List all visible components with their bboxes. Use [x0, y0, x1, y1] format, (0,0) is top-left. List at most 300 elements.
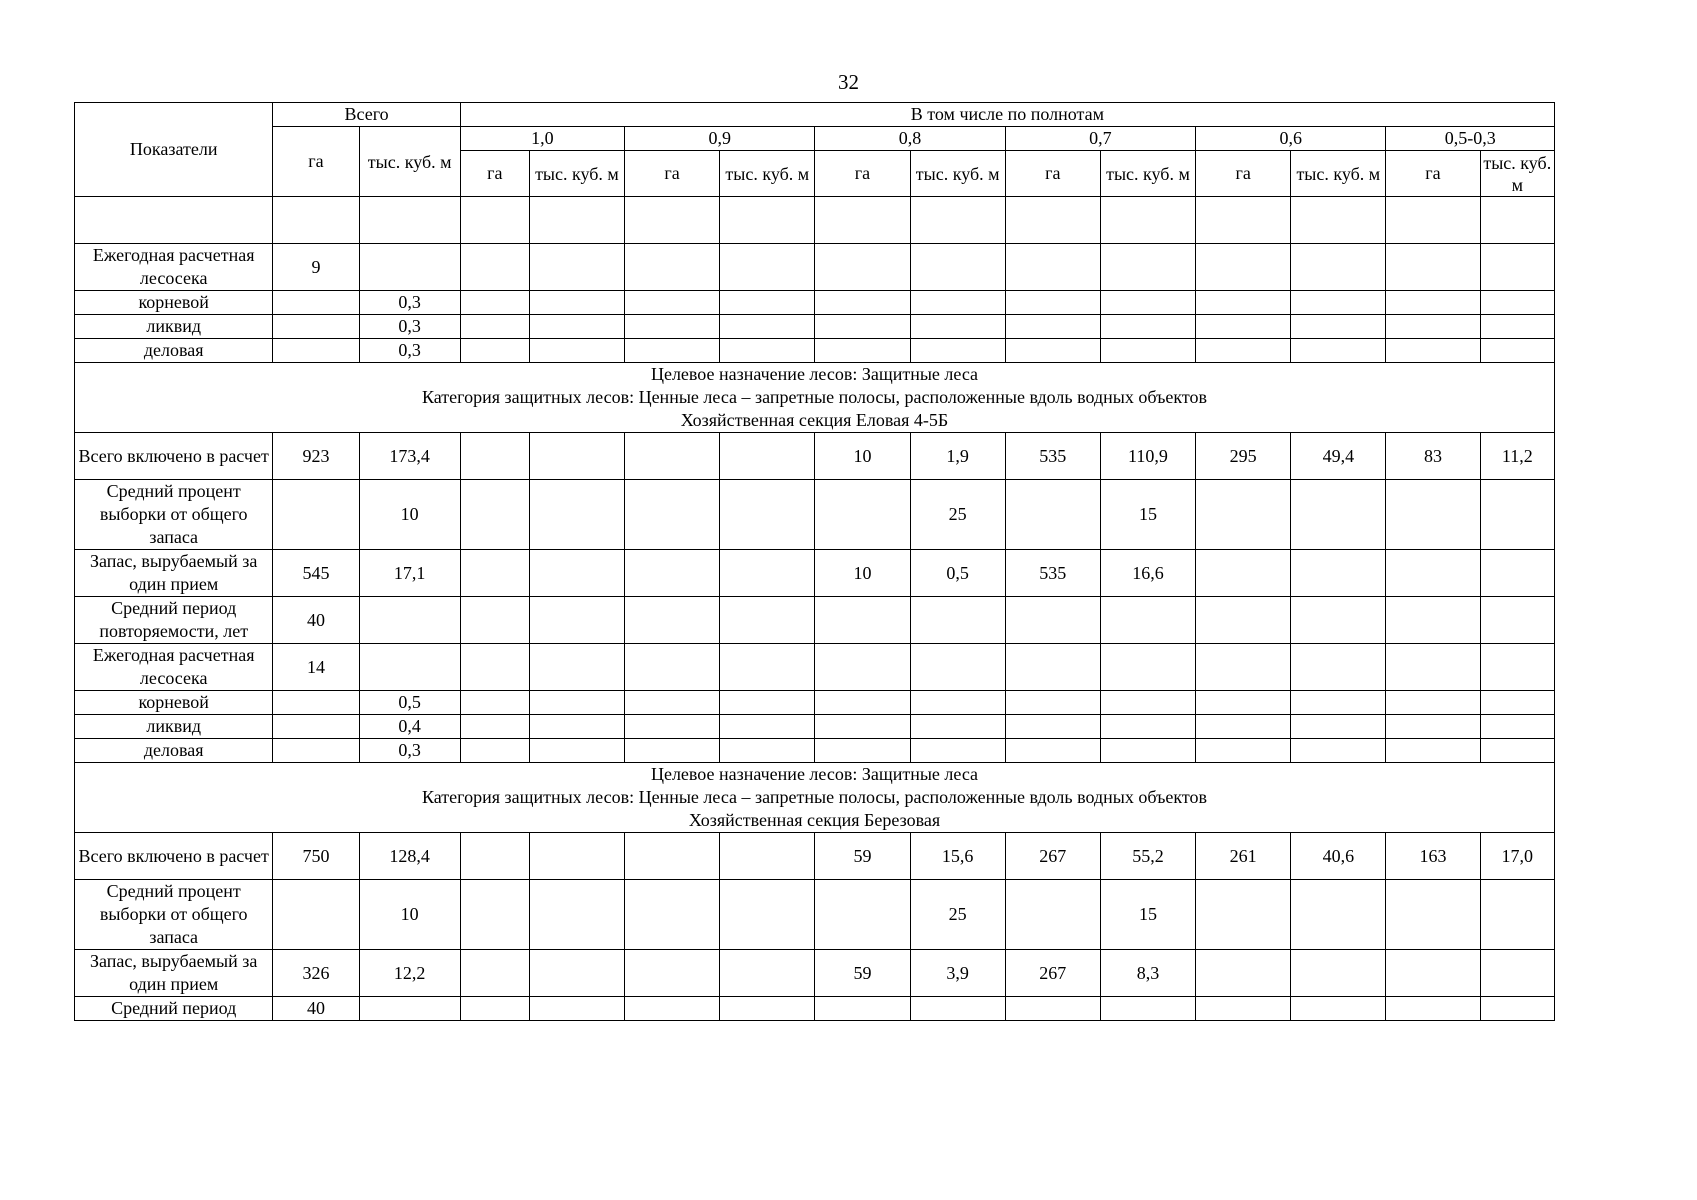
- table-cell: [910, 339, 1005, 363]
- table-row: [75, 715, 1555, 739]
- table-cell: [910, 315, 1005, 339]
- table-cell: [273, 480, 359, 550]
- header-unit-ha: га: [625, 151, 720, 197]
- table-cell: [625, 997, 720, 1021]
- table-cell: [1005, 480, 1100, 550]
- table-cell: 923: [273, 433, 359, 480]
- section-purpose: Целевое назначение лесов: Защитные леса: [650, 364, 979, 384]
- table-cell: [720, 950, 815, 997]
- table-cell: [910, 597, 1005, 644]
- section-header: [75, 363, 1555, 433]
- table-cell: [529, 597, 624, 644]
- table-cell: 59: [815, 950, 910, 997]
- table-cell: [529, 315, 624, 339]
- table-cell: [1100, 997, 1195, 1021]
- table-cell: [910, 691, 1005, 715]
- table-cell: [460, 715, 529, 739]
- table-cell: [1196, 597, 1291, 644]
- table-cell: 128,4: [359, 833, 460, 880]
- table-row: [75, 550, 1555, 597]
- row-label: Всего включено в расчет: [75, 833, 273, 880]
- table-cell: 0,3: [359, 739, 460, 763]
- section-header-row: [75, 763, 1555, 833]
- row-label: Средний период: [75, 997, 273, 1021]
- table-cell: [1100, 291, 1195, 315]
- table-cell: [910, 244, 1005, 291]
- table-cell: [1196, 880, 1291, 950]
- header-unit-volume: тыс. куб. м: [910, 151, 1005, 197]
- table-cell: [1291, 715, 1386, 739]
- table-cell: 17,0: [1480, 833, 1554, 880]
- table-cell: 16,6: [1100, 550, 1195, 597]
- table-cell: [1291, 244, 1386, 291]
- table-cell: [529, 715, 624, 739]
- header-total: Всего: [273, 103, 460, 127]
- table-cell: [625, 244, 720, 291]
- table-cell: [1291, 880, 1386, 950]
- table-cell: [460, 880, 529, 950]
- table-cell: [1480, 197, 1554, 244]
- header-unit-ha: га: [1005, 151, 1100, 197]
- table-cell: [1386, 480, 1480, 550]
- table-cell: [1196, 197, 1291, 244]
- table-cell: [1196, 244, 1291, 291]
- table-cell: [720, 244, 815, 291]
- table-row: [75, 315, 1555, 339]
- table-cell: [1480, 339, 1554, 363]
- table-cell: [1196, 315, 1291, 339]
- table-cell: [1386, 715, 1480, 739]
- table-cell: [359, 997, 460, 1021]
- table-cell: [1386, 550, 1480, 597]
- table-cell: [720, 339, 815, 363]
- table-cell: [1480, 550, 1554, 597]
- table-cell: [1480, 691, 1554, 715]
- table-cell: [1100, 739, 1195, 763]
- table-cell: [720, 315, 815, 339]
- header-density: 0,5-0,3: [1386, 127, 1555, 151]
- header-indicators: Показатели: [75, 103, 273, 197]
- table-cell: [1386, 315, 1480, 339]
- table-row: [75, 291, 1555, 315]
- table-cell: 55,2: [1100, 833, 1195, 880]
- table-cell: [1005, 880, 1100, 950]
- table-cell: [460, 291, 529, 315]
- table-cell: [460, 339, 529, 363]
- table-cell: 9: [273, 244, 359, 291]
- section-header: [75, 763, 1555, 833]
- table-cell: 750: [273, 833, 359, 880]
- table-cell: [910, 997, 1005, 1021]
- header-unit-volume: тыс. куб. м: [1100, 151, 1195, 197]
- table-cell: [815, 291, 910, 315]
- table-cell: 17,1: [359, 550, 460, 597]
- table-cell: [529, 480, 624, 550]
- row-label: Всего включено в расчет: [75, 433, 273, 480]
- table-cell: [1291, 997, 1386, 1021]
- table-cell: [529, 997, 624, 1021]
- table-cell: [1196, 739, 1291, 763]
- section-category: Категория защитных лесов: Ценные леса – запретные полосы, расположенные вдоль водных объектов: [421, 387, 1207, 407]
- table-cell: [1196, 997, 1291, 1021]
- table-cell: [1100, 644, 1195, 691]
- table-cell: [720, 197, 815, 244]
- table-cell: 12,2: [359, 950, 460, 997]
- table-cell: [625, 691, 720, 715]
- table-cell: 3,9: [910, 950, 1005, 997]
- table-cell: [1005, 691, 1100, 715]
- table-cell: [1480, 644, 1554, 691]
- table-cell: [1196, 339, 1291, 363]
- table-cell: [1386, 880, 1480, 950]
- header-unit-volume: тыс. куб. м: [1291, 151, 1386, 197]
- table-cell: [460, 997, 529, 1021]
- header-unit-volume: тыс. куб. м: [529, 151, 624, 197]
- table-cell: [625, 550, 720, 597]
- header-total-volume: тыс. куб. м: [359, 127, 460, 197]
- table-cell: [1386, 691, 1480, 715]
- table-cell: 10: [359, 880, 460, 950]
- table-cell: 0,3: [359, 339, 460, 363]
- table-cell: [625, 739, 720, 763]
- table-cell: [529, 291, 624, 315]
- table-cell: [625, 950, 720, 997]
- table-cell: [460, 597, 529, 644]
- table-cell: 267: [1005, 833, 1100, 880]
- header-unit-volume: тыс. куб. м: [1480, 151, 1554, 197]
- row-label: корневой: [75, 291, 273, 315]
- table-cell: [1196, 644, 1291, 691]
- header-by-density: В том числе по полнотам: [460, 103, 1554, 127]
- table-cell: 15: [1100, 480, 1195, 550]
- table-cell: [529, 833, 624, 880]
- row-label: Средний процент выборки от общего запаса: [75, 480, 273, 550]
- table-cell: [1291, 739, 1386, 763]
- table-cell: 10: [815, 433, 910, 480]
- table-cell: [625, 833, 720, 880]
- table-cell: [529, 739, 624, 763]
- table-cell: [1100, 691, 1195, 715]
- table-cell: 267: [1005, 950, 1100, 997]
- table-cell: [720, 550, 815, 597]
- table-cell: [460, 550, 529, 597]
- table-cell: [529, 691, 624, 715]
- table-cell: [1196, 480, 1291, 550]
- table-cell: [1480, 997, 1554, 1021]
- table-cell: 59: [815, 833, 910, 880]
- header-unit-ha: га: [460, 151, 529, 197]
- table-cell: [625, 315, 720, 339]
- section-economic-section: Хозяйственная секция Еловая 4-5Б: [680, 410, 949, 430]
- table-cell: [1005, 291, 1100, 315]
- forest-cutting-table: [74, 102, 1555, 1021]
- header-unit-volume: тыс. куб. м: [720, 151, 815, 197]
- table-cell: [273, 739, 359, 763]
- table-cell: [460, 480, 529, 550]
- table-cell: [1386, 950, 1480, 997]
- row-label: деловая: [75, 739, 273, 763]
- table-cell: [1196, 691, 1291, 715]
- row-label: Средний период повторяемости, лет: [75, 597, 273, 644]
- table-cell: [815, 197, 910, 244]
- table-row: [75, 644, 1555, 691]
- table-cell: [1100, 244, 1195, 291]
- table-cell: [460, 315, 529, 339]
- table-cell: [720, 597, 815, 644]
- table-cell: [815, 691, 910, 715]
- table-row: [75, 880, 1555, 950]
- table-cell: [1100, 715, 1195, 739]
- table-cell: [1291, 597, 1386, 644]
- table-cell: [720, 997, 815, 1021]
- row-label: Ежегодная расчетная лесосека: [75, 244, 273, 291]
- row-label: ликвид: [75, 315, 273, 339]
- table-cell: [720, 291, 815, 315]
- table-cell: [1291, 291, 1386, 315]
- table-cell: [720, 644, 815, 691]
- table-row: [75, 197, 1555, 244]
- table-cell: [460, 433, 529, 480]
- table-row: [75, 997, 1555, 1021]
- table-cell: [460, 244, 529, 291]
- table-cell: [1196, 291, 1291, 315]
- table-cell: [1386, 997, 1480, 1021]
- header-row-2: [75, 127, 1555, 151]
- section-purpose: Целевое назначение лесов: Защитные леса: [650, 764, 979, 784]
- table-row: [75, 433, 1555, 480]
- section-header-row: [75, 363, 1555, 433]
- table-cell: [625, 433, 720, 480]
- table-cell: [529, 950, 624, 997]
- row-label: Средний процент выборки от общего запаса: [75, 880, 273, 950]
- table-cell: [1386, 197, 1480, 244]
- table-cell: [815, 480, 910, 550]
- table-cell: [1291, 339, 1386, 363]
- table-cell: [1480, 244, 1554, 291]
- table-cell: [1005, 244, 1100, 291]
- table-cell: [273, 197, 359, 244]
- table-cell: [1386, 597, 1480, 644]
- row-label: деловая: [75, 339, 273, 363]
- section-economic-section: Хозяйственная секция Березовая: [688, 810, 941, 830]
- table-cell: [359, 244, 460, 291]
- table-cell: [815, 880, 910, 950]
- table-cell: [359, 197, 460, 244]
- table-cell: [1196, 950, 1291, 997]
- table-cell: [720, 880, 815, 950]
- table-cell: [1480, 480, 1554, 550]
- table-row: [75, 691, 1555, 715]
- table-cell: 83: [1386, 433, 1480, 480]
- row-label: ликвид: [75, 715, 273, 739]
- row-label: корневой: [75, 691, 273, 715]
- table-cell: [625, 597, 720, 644]
- table-cell: [815, 315, 910, 339]
- table-cell: [273, 339, 359, 363]
- table-cell: [460, 739, 529, 763]
- table-cell: [625, 880, 720, 950]
- table-cell: [1100, 339, 1195, 363]
- table-row: [75, 950, 1555, 997]
- table-cell: [1386, 644, 1480, 691]
- header-total-ha: га: [273, 127, 359, 197]
- table-cell: [1196, 715, 1291, 739]
- table-cell: [1005, 997, 1100, 1021]
- table-cell: [1480, 950, 1554, 997]
- table-cell: 0,3: [359, 315, 460, 339]
- table-cell: 14: [273, 644, 359, 691]
- table-cell: 8,3: [1100, 950, 1195, 997]
- table-cell: [1291, 691, 1386, 715]
- header-unit-ha: га: [815, 151, 910, 197]
- table-cell: [720, 480, 815, 550]
- header-density: 0,9: [625, 127, 815, 151]
- table-cell: [1480, 315, 1554, 339]
- table-cell: [815, 715, 910, 739]
- table-cell: [1291, 197, 1386, 244]
- table-cell: [529, 880, 624, 950]
- table-cell: [1100, 197, 1195, 244]
- table-cell: 1,9: [910, 433, 1005, 480]
- table-cell: [359, 597, 460, 644]
- table-cell: [1386, 244, 1480, 291]
- table-cell: 10: [815, 550, 910, 597]
- table-cell: [1196, 550, 1291, 597]
- table-cell: [1291, 644, 1386, 691]
- table-cell: [815, 597, 910, 644]
- table-cell: [1291, 315, 1386, 339]
- table-cell: [1005, 739, 1100, 763]
- table-cell: [1386, 339, 1480, 363]
- page-number: 32: [838, 70, 859, 94]
- table-cell: [529, 550, 624, 597]
- header-density: 0,7: [1005, 127, 1195, 151]
- table-cell: [1005, 597, 1100, 644]
- table-cell: [460, 644, 529, 691]
- table-cell: 11,2: [1480, 433, 1554, 480]
- table-cell: [529, 339, 624, 363]
- table-row: [75, 597, 1555, 644]
- table-cell: 49,4: [1291, 433, 1386, 480]
- table-cell: [273, 715, 359, 739]
- table-cell: [529, 244, 624, 291]
- table-cell: [910, 739, 1005, 763]
- table-cell: 40,6: [1291, 833, 1386, 880]
- table-cell: 545: [273, 550, 359, 597]
- table-cell: [1386, 291, 1480, 315]
- table-cell: [1480, 597, 1554, 644]
- table-cell: [529, 433, 624, 480]
- table-cell: [720, 433, 815, 480]
- header-density: 1,0: [460, 127, 624, 151]
- header-density: 0,6: [1196, 127, 1386, 151]
- table-cell: 25: [910, 880, 1005, 950]
- table-cell: [815, 244, 910, 291]
- header-unit-ha: га: [1196, 151, 1291, 197]
- table-cell: 261: [1196, 833, 1291, 880]
- table-cell: 0,5: [359, 691, 460, 715]
- table-cell: [1100, 597, 1195, 644]
- table-cell: [273, 880, 359, 950]
- table-cell: [1005, 315, 1100, 339]
- table-cell: [529, 644, 624, 691]
- table-cell: [910, 197, 1005, 244]
- table-cell: [359, 644, 460, 691]
- table-row: [75, 739, 1555, 763]
- table-cell: [720, 691, 815, 715]
- table-cell: [815, 997, 910, 1021]
- table-cell: [1480, 715, 1554, 739]
- table-row: [75, 480, 1555, 550]
- table-cell: [1480, 291, 1554, 315]
- table-cell: [815, 339, 910, 363]
- table-cell: [529, 197, 624, 244]
- table-cell: 0,5: [910, 550, 1005, 597]
- table-cell: 295: [1196, 433, 1291, 480]
- row-label: Ежегодная расчетная лесосека: [75, 644, 273, 691]
- table-cell: [625, 480, 720, 550]
- table-cell: [1291, 950, 1386, 997]
- table-cell: [1005, 197, 1100, 244]
- table-cell: [625, 715, 720, 739]
- table-cell: [1480, 739, 1554, 763]
- table-cell: [273, 291, 359, 315]
- table-cell: 535: [1005, 550, 1100, 597]
- table-cell: 163: [1386, 833, 1480, 880]
- table-cell: 15: [1100, 880, 1195, 950]
- table-cell: 110,9: [1100, 433, 1195, 480]
- table-cell: [815, 644, 910, 691]
- table-cell: 15,6: [910, 833, 1005, 880]
- table-row: [75, 833, 1555, 880]
- table-cell: [273, 691, 359, 715]
- row-label: [75, 197, 273, 244]
- table-cell: [720, 739, 815, 763]
- table-cell: [815, 739, 910, 763]
- table-cell: [625, 339, 720, 363]
- table-row: [75, 244, 1555, 291]
- table-cell: [625, 197, 720, 244]
- table-cell: [1291, 550, 1386, 597]
- table-row: [75, 339, 1555, 363]
- table-cell: [1100, 315, 1195, 339]
- header-density: 0,8: [815, 127, 1005, 151]
- table-cell: [910, 291, 1005, 315]
- table-cell: [1386, 739, 1480, 763]
- table-cell: [460, 950, 529, 997]
- table-cell: [625, 291, 720, 315]
- table-cell: 40: [273, 597, 359, 644]
- table-cell: [910, 644, 1005, 691]
- table-cell: [720, 715, 815, 739]
- row-label: Запас, вырубаемый за один прием: [75, 550, 273, 597]
- table-cell: [1005, 339, 1100, 363]
- table-cell: [460, 833, 529, 880]
- table-cell: [460, 197, 529, 244]
- table-cell: 0,3: [359, 291, 460, 315]
- table-cell: [910, 715, 1005, 739]
- table-cell: [720, 833, 815, 880]
- header-unit-ha: га: [1386, 151, 1480, 197]
- table-cell: 40: [273, 997, 359, 1021]
- table-cell: 326: [273, 950, 359, 997]
- table-cell: 25: [910, 480, 1005, 550]
- table-cell: [625, 644, 720, 691]
- table-cell: [1480, 880, 1554, 950]
- table-cell: 535: [1005, 433, 1100, 480]
- table-cell: 173,4: [359, 433, 460, 480]
- section-category: Категория защитных лесов: Ценные леса – запретные полосы, расположенные вдоль водных объектов: [421, 787, 1207, 807]
